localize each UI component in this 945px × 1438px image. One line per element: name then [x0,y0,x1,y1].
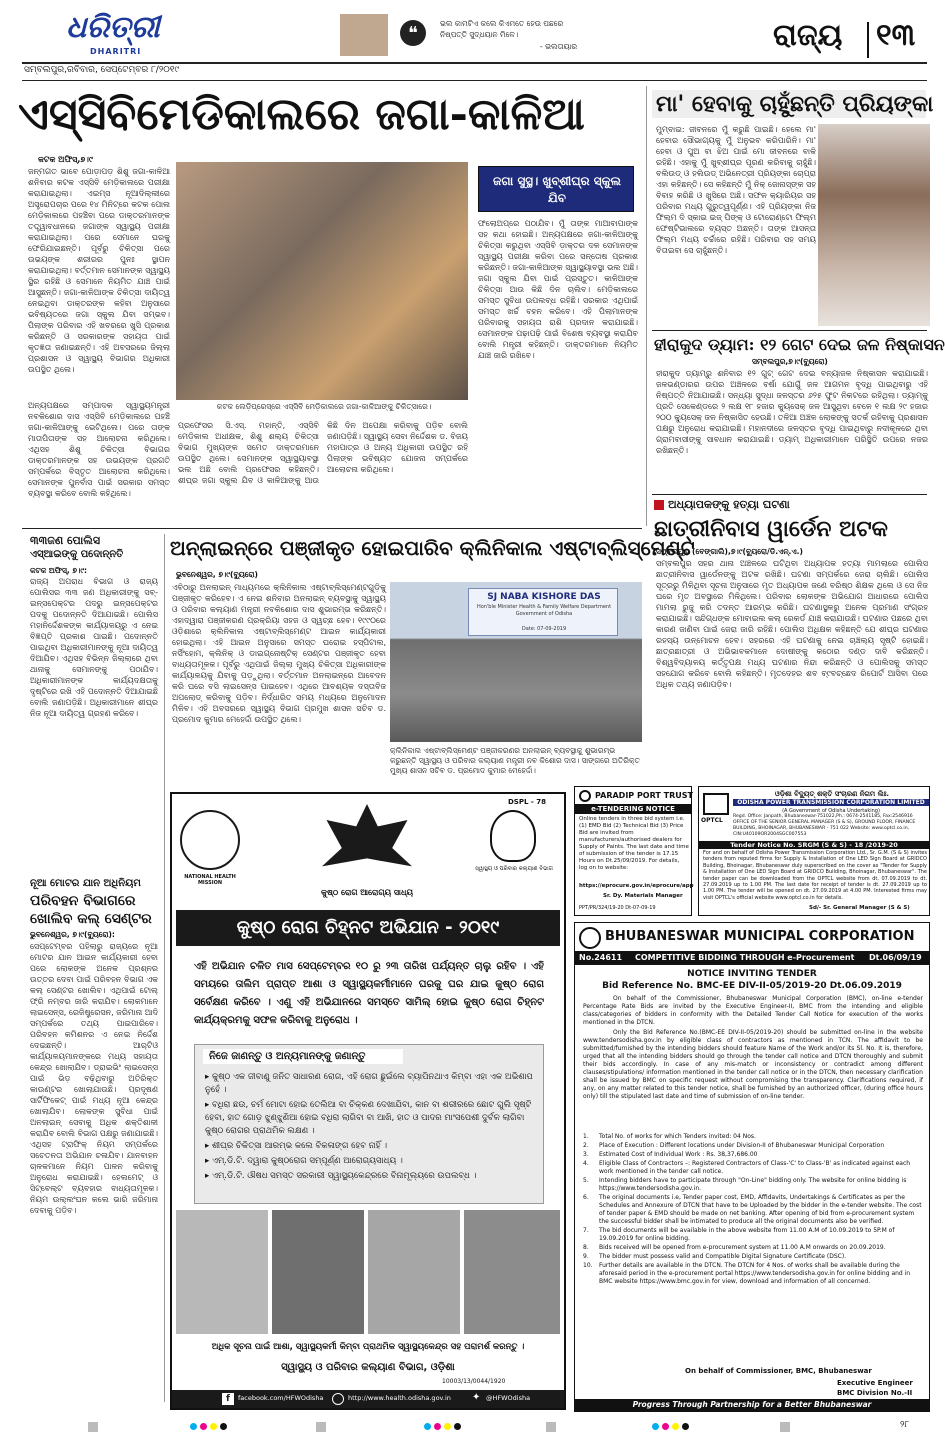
paradip-sign: Sr. Dy. Materials Manager [603,893,683,899]
bmc-item-text: The bid documents will be available in the above website from 11.00 A.M of 10.09.2019 to 5P.M of 19.09.2019 for online bidding. [599,1227,895,1242]
hirakud-headline: ହୀରାକୁଦ ଡ୍ୟାମ: ୧୨ ଗେଟ ଦେଇ ଜଳ ନିଷ୍କାସନ [654,335,945,354]
bmc-title: BHUBANESWAR MUNICIPAL CORPORATION [605,929,915,944]
masthead-quote: ଭଲ କାମଟିଏ କଲେ କିଏମତେ ହେଉ ପଛରେ ନିଷ୍ପତ୍ତି ସୁଦ୍ଧୟାନ ମିଳେ। [440,19,564,39]
leprosy-bullet-text: କୁଷ୍ଠ ଏକ ଜୀବାଣୁ ଜନିତ ସାଧାରଣ ରୋଗ, ଏହି ରୋଗ ଛୁଇଁଲେ ବ୍ୟାପିନଥାଏ କିମ୍ବା ଏହା ଏକ ଅଭିଶାପ ନୁହେଁ । [205,1072,533,1095]
optcl-subtitle: (A Government of Odisha Undertaking) [782,808,880,814]
bmc-item: 8. Bids received will be opened from e-procurement system at 11.00 A.M onwards on 20.09.2019. [583,1244,886,1251]
bmc-item-text: Eligible Class of Contractors –: Registered Contractors of Class-'C' to Class-'B' as indicated against each work mentioned in the tender call notice. [599,1160,911,1175]
portrait-photo [340,14,388,56]
warden-kicker: ଅଧ୍ୟାପକଙ୍କୁ ହତ୍ୟା ଘଟଣା [668,498,790,511]
leprosy-bullet [205,1140,539,1153]
bmc-item: 3. Estimated Cost of Individual Work : Rs. 38,37,686.00 [583,1151,758,1158]
bmc-footer: Progress Through Partnership for a Better Bhubaneswar [632,1400,872,1409]
bmc-bar-text: COMPETITIVE BIDDING THROUGH e-Procurement [635,953,855,962]
cmyk-dot-k [454,1423,461,1430]
leprosy-photo-2 [272,1210,364,1334]
gray-swatch [780,1422,790,1432]
column-divider [646,86,647,526]
leprosy-photo-1 [176,1210,268,1334]
nhm-logo [180,810,240,870]
bullet-icon: ▸ [205,1100,212,1110]
hirakud-rule [652,330,927,331]
bmc-para-2: Only the Bid Reference No.(BMC-EE DIV-II-05/2019-20) should be submitted on-line in the website www.tendersodisha.gov.in by eligible class of contractors as mentioned in TCN. The affidavit to be submitted/furnished by the intending bidders should feature Name of the Work and/or its Sl. No. It is, therefore, urged that all the intending bidders should go through the tender call notice and DTCN thoroughly and submit their bids accordingly. In case of any mis-match or inconsistency or contradict among different clauses/stipulations/ information mentioned in the tender call notice or in the DTCN, then necessary clarification shall be issued by BMC on specific request without compromising the transparency. Clarifications required, if any, on any matter related to this tender notice, shall be furnished by an authorized officer, (during office hours only) till the stipulated last date and time of submission of on-line tender. [583,1029,923,1100]
optcl-logo-icon [703,793,729,815]
leprosy-footer-line: ଅଧିକ ସୂଚନା ପାଇଁ ଆଶା, ସ୍ୱାସ୍ଥ୍ୟକର୍ମୀ କିମ୍ବା ପ୍ରାଥମିକ ସ୍ୱାସ୍ଥ୍ୟକେନ୍ଦ୍ର ସହ ପରାମର୍ଶ କରନ୍ତୁ । [211,1342,525,1352]
lead-bottom-column: ଅନ୍ୟପକ୍ଷରେ ସମ୍ପାଦକ ସ୍ୱାସ୍ଥ୍ୟମନ୍ତ୍ରୀ ନବକିଶୋର ଦାସ ଏସ୍‌ସିବି ମେଡ଼ିକାଲରେ ପହଞ୍ଚି ଜଗା-କାଳିଆଙ୍କୁ ଭେଟିଥିଲେ। ପରେ ତାଙ୍କ ମାତାପିତାଙ୍କ ସହ ଆଲୋଚନା କରିଥିଲେ। ଏଥିସହ ଶିଶୁ ଚିକିତ୍ସା ବିଭାଗର ଡାକ୍ତରମାନଙ୍କ ସହ ଉଭୟଙ୍କ ପ୍ରଗତି ସମ୍ପର୍କରେ ବିସ୍ତୃତ ଆଲୋଚନା କରିଥିଲେ। ସେମାନଙ୍କ ପୁନର୍ବାସ ପାଇଁ ସରକାର ସମସ୍ତ ବ୍ୟବସ୍ଥା କରିବେ ବୋଲି କହିଥିଲେ। [28,401,170,498]
paradip-ref: PPT/PR/324/19-20 Dt-07-09-19 [579,905,656,911]
bmc-item: 4. Eligible Class of Contractors –: Registered Contractors of Class-'C' to Class-'B' as indicated against each work mentioned in the tender call notice. [583,1160,923,1176]
optcl-sign: Sd/- Sr. General Manager (S & S) [809,905,910,911]
social-web[interactable]: http://www.health.odisha.gov.in [348,1394,451,1402]
clinic-banner-date: Date: 07-09-2019 [521,626,567,632]
courier-text: ସେପ୍ଟେମ୍ବର ପହିଲାରୁ ରାଜ୍ୟରେ ନୂଆ ମୋଟର ଯାନ ଆଇନ କାର୍ଯ୍ୟକାରୀ ହେବା ପରେ ଲୋକଙ୍କ ଅନେକ ପ୍ରଶ୍ନର ଉତ୍ତର ଦେବା ପାଇଁ ପରିବହନ ବିଭାଗ ଏକ କଲ୍‌ ସେଣ୍ଟର ଖୋଲିବ। ଏଥିପାଇଁ ଟୋଲ୍‌ ଫ୍ରି ନମ୍ବର ଜାରି କରାଯିବ। ଲୋକମାନେ ଲାଇସେନ୍ସ, ରେଜିଷ୍ଟ୍ରେସନ, ଜରିମାନା ଆଦି ସମ୍ପର୍କରେ ତଥ୍ୟ ପାଇପାରିବେ। ପରିବହନ କମିଶନର ଏ ନେଇ ନିର୍ଦ୍ଦେଶ ଦେଇଛନ୍ତି। ଆର୍‌ଟିଓ କାର୍ଯ୍ୟାଳୟମାନଙ୍କରେ ମଧ୍ୟ ସହାୟତା କେନ୍ଦ୍ର ଖୋଲାଯିବ। ଡ୍ରାଇଭିଂ ଲାଇସେନ୍ସ ପାଇଁ ଭିଡ଼ ବଢ଼ିଥିବାରୁ ଅତିରିକ୍ତ କାଉଣ୍ଟର ଖୋଲାଯାଉଛି। ପ୍ରଦୂଷଣ ସାର୍ଟିଫିକେଟ୍‌ ପାଇଁ ମଧ୍ୟ ନୂଆ କେନ୍ଦ୍ର ଖୋଲାଯିବ। ଲୋକଙ୍କ ସୁବିଧା ପାଇଁ ଅନଲାଇନ୍‌ ସେବାକୁ ଅଧିକ ଶକ୍ତିଶାଳୀ କରାଯିବ ବୋଲି ବିଭାଗ ପକ୍ଷରୁ ଜଣାଯାଇଛି। ଏଥିସହ ଟ୍ରାଫିକ୍‌ ନିୟମ ସମ୍ପର୍କରେ ସଚେତନତା ଅଭିଯାନ ଚଳାଯିବ। ଯାନବାହନ ଚାଳକମାନେ ନିୟମ ପାଳନ କରିବାକୁ ଅନୁରୋଧ କରାଯାଇଛି। ହେଲମେଟ୍‌ ଓ ସିଟ୍‌ବେଲ୍ଟ ବ୍ୟବହାର ବାଧ୍ୟତାମୂଳକ। ନିୟମ ଉଲ୍ଲଂଘନ କଲେ ଭାରି ଜରିମାନା ଦେବାକୁ ପଡ଼ିବ। [30,942,158,1215]
masthead-quote-author: - ଭଲତାୟାର [540,42,578,51]
courier-dateline: ଭୁବନେଶ୍ୱର, ୭।୯(ବ୍ୟୁରୋ): [30,930,115,939]
bullet-icon: ▸ [205,1156,212,1166]
lead-column-1: ଜନ୍ମଗତ ଭାବେ ପୋଡ଼ାପଡ଼ ଶିଶୁ ଜଗା-କାଳିଆ ଶନିବାର କଟକ ଏସ୍‌ସିବି ମେଡ଼ିକାଲରେ ପରୀକ୍ଷା କରାଯାଇଥିଲା। ଏଇମ୍ସ ନୂଆଦିଲ୍ଲୀରେ ଅସ୍ତ୍ରୋପଚାର ପରେ ୧୪ ମିନିଟ୍‌ରେ କଟକ ପୋଲ ମେଡ଼ିକାଲରେ ପହଞ୍ଚିବା ପରେ ଡାକ୍ତରମାନଙ୍କ ତତ୍ତ୍ୱାବଧାନରେ ଜଗାଙ୍କ ସ୍ୱାସ୍ଥ୍ୟ ପରୀକ୍ଷା କରାଯାଇଥିଲା। ପରେ ସେମାନେ ଘରକୁ ଫେରିଯାଇଛନ୍ତି। ପୂର୍ବରୁ ଚିକିତ୍ସା ପରେ ଉଭୟଙ୍କ ଶରୀରର ପୁନଃ ସ୍ଥାପନ କରାଯାଇଥିଲା। ବର୍ତ୍ତମାନ ସେମାନଙ୍କ ସ୍ୱାସ୍ଥ୍ୟ ସ୍ଥିର ରହିଛି ଓ ସେମାନେ ନିୟମିତ ଯାଞ୍ଚ ପାଇଁ ଆସୁଛନ୍ତି। ଜଗା-କାଳିଆଙ୍କ ଚିକିତ୍ସା ଦାୟିତ୍ୱ ନେଇଥିବା ଡାକ୍ତରଙ୍କ କହିବା ଅନୁସାରେ ଭବିଷ୍ୟତରେ ଜଗା ସ୍କୁଲ ଯିବା ସମ୍ଭବ। ପିଲାଙ୍କ ପରିବାର ଏହି ଖବରରେ ଖୁସି ପ୍ରକାଶ କରିଛନ୍ତି ଓ ସରକାରଙ୍କ ସହାୟତା ପାଇଁ କୃତଜ୍ଞତା ଜଣାଇଛନ୍ତି। ଏହି ଅବସରରେ ଜିଲ୍ଲା ପ୍ରଶାସନ ଓ ସ୍ୱାସ୍ଥ୍ୟ ବିଭାଗର ଅଧିକାରୀ ଉପସ୍ଥିତ ଥିଲେ। [28,167,170,374]
page-footer-number: ୨୮ [900,1420,910,1430]
twitter-icon: ✦ [472,1392,481,1403]
leprosy-ref: 10003/13/0044/1920 [442,1378,506,1385]
leprosy-photo-3 [368,1210,460,1334]
clinic-banner-sub: Hon'ble Minister Health & Family Welfare Department Government of Odisha [476,604,612,617]
clinic-dateline: ଭୁବନେଶ୍ୱର, ୭।୯(ବ୍ୟୁରୋ) [176,570,258,579]
bmc-item: 9. The bidder must possess valid and Compatible Digital Signature Certificate (DSC). [583,1253,847,1260]
cmyk-dot-m [434,1423,441,1430]
leprosy-social-bar [172,1390,564,1408]
leprosy-banner-text: କୁଷ୍ଠ ରୋଗ ଚିହ୍ନଟ ଅଭିଯାନ - ୨୦୧୯ [236,917,500,938]
cmyk-dot-c [652,1423,659,1430]
paradip-subtitle: e-TENDERING NOTICE [575,804,691,814]
masthead-rule-bottom [22,80,927,81]
gray-swatch [316,1422,326,1432]
cmyk-dot-y [444,1423,451,1430]
lead-sidebar-box [478,166,634,212]
lead-photo [176,162,468,400]
lead-bottom-rule [22,528,642,529]
optcl-notice-no: Tender Notice No. SRGM (S & S) - 18 /2019-20 [699,841,929,849]
bmc-behalf: On behalf of Commissioner, BMC, Bhubaneswar [685,1367,872,1375]
leprosy-bullet [205,1071,539,1097]
bmc-footer-bar [575,1399,929,1411]
bmc-item: 10. Further details are available in the DTCN. The DTCN for 4 Nos. of works shall be available during the aforesaid period in the e-procurement portal https://www.tendersodisha.gov.in for online bidding and in BMC website https://www.bmc.gov.in for view, download and information of all concerned. [583,1262,923,1286]
lead-photo-caption: କଟକ ଲେଡ଼ିପ୍ରେସ୍‌ରେ ଏସ୍‌ସିବି ମେଡ଼ିକାଲରେ ଜଗା-କାଳିଆଙ୍କୁ ଚିକିତ୍ସାରେ। [216,402,432,411]
warden-text: ସମ୍ବଲପୁର ସହର ଥାନା ଅଞ୍ଚଳରେ ଘଟିଥିବା ଅଧ୍ୟାପକ ହତ୍ୟା ମାମଲାରେ ପୋଲିସ ଛାତ୍ରୀନିବାସ ୱାର୍ଡେନଙ୍କୁ ଅଟକ ରଖିଛି। ଘଟଣା ସମ୍ପର୍କରେ ଜେରା ଚାଲିଛି। ପୋଲିସ ସୂତ୍ରରୁ ମିଳିଥିବା ସୂଚନା ଅନୁସାରେ ମୃତ ଅଧ୍ୟାପକ ଜଣେ ବରିଷ୍ଠ ଶିକ୍ଷକ ଥିଲେ ଓ ସେ ନିଜ ଘରେ ମୃତ ଅବସ୍ଥାରେ ମିଳିଥିଲେ। ପରିବାର ଲୋକଙ୍କ ଅଭିଯୋଗ ଆଧାରରେ ପୋଲିସ ମାମଲା ରୁଜୁ କରି ତଦନ୍ତ ଆରମ୍ଭ କରିଛି। ଘଟଣାସ୍ଥଳରୁ ଅନେକ ପ୍ରମାଣ ସଂଗ୍ରହ କରାଯାଇଛି। ସନ୍ଦିଗ୍ଧଙ୍କ ମୋବାଇଲ କଲ୍‌ ରେକର୍ଡ ଯାଞ୍ଚ କରାଯାଉଛି। ଘଟଣାର ପଛରେ ଥିବା କାରଣ ଜାଣିବା ପାଇଁ ଜେରା ଜାରି ରହିଛି। ପୋଲିସ ଅଧିକ୍ଷକ କହିଛନ୍ତି ଯେ ଶୀଘ୍ର ଘଟଣାର ରହସ୍ୟ ଉନ୍ମୋଚନ ହେବ। ସହରରେ ଏହି ଘଟଣାକୁ ନେଇ ଚାଞ୍ଚଲ୍ୟ ସୃଷ୍ଟି ହୋଇଛି। ଛାତ୍ରଛାତ୍ରୀ ଓ ଅଭିଭାବକମାନେ ଦୋଷୀଙ୍କୁ କଠୋର ଦଣ୍ଡ ଦାବି କରିଛନ୍ତି। ବିଶ୍ୱବିଦ୍ୟାଳୟ କର୍ତ୍ତୃପକ୍ଷ ମଧ୍ୟ ଘଟଣାର ନିନ୍ଦା କରିଛନ୍ତି ଓ ପୋଲିସକୁ ସମସ୍ତ ସହଯୋଗ କରିବେ ବୋଲି କହିଛନ୍ତି। ମୃତଦେହର ଶବ ବ୍୯ବଚ୍ଛେଦ ରିପୋର୍ଟ ଆସିବା ପରେ ଅଧିକ ତଥ୍ୟ ଜଣାପଡ଼ିବ। [656,559,928,689]
masthead [0,0,945,82]
police-text: ରାଜ୍ୟ ଅପରାଧ ବିଭାଗ ଓ ରାଜ୍ୟ ପୋଲିସର ୩୩ ଜଣ ଅଧିକାରୀଙ୍କୁ ସବ୍‌-ଇନ୍‌ସପେକ୍ଟର ପଦରୁ ଇନ୍‌ସପେକ୍ଟର ପଦକୁ ପଦୋନ୍ନତି ଦିଆଯାଇଛି। ପୋଲିସ ମହାନିର୍ଦ୍ଦେଶକଙ୍କ କାର୍ଯ୍ୟାଳୟରୁ ଏ ନେଇ ବିଜ୍ଞପ୍ତି ପ୍ରକାଶ ପାଇଛି। ପଦୋନ୍ନତି ପାଇଥିବା ଅଧିକାରୀମାନଙ୍କୁ ନୂଆ ଦାୟିତ୍ୱ ଦିଆଯିବ। ଏଥିସହ ବିଭିନ୍ନ ଜିଲ୍ଲାରେ ଥିବା ଥାନାକୁ ସେମାନଙ୍କୁ ପଠାଯିବ। ଅଧିକାରୀମାନଙ୍କ କାର୍ଯ୍ୟଦକ୍ଷତାକୁ ଦୃଷ୍ଟିରେ ରଖି ଏହି ପଦୋନ୍ନତି ଦିଆଯାଇଛି ବୋଲି ଜଣାପଡ଼ିଛି। ଅଧିକାରୀମାନେ ଶୀଘ୍ର ନିଜ ନୂଆ ଦାୟିତ୍ୱ ଗ୍ରହଣ କରିବେ। [30,577,158,718]
leprosy-bullet-text: ଶୀଘ୍ର ଚିକିତ୍ସା ଆରମ୍ଭ କଲେ ବିକଳାଙ୍ଗ ହେବ ନାହିଁ । [211,1141,388,1151]
lead-right-column: ଫଲୋଅପ୍‌ରେ ପଠାଯିବ। ମୁଁ ତାଙ୍କ ମାଆବାପାଙ୍କ ସହ କଥା ହୋଇଛି। ଅନ୍ୟପକ୍ଷରେ ଜଗା-କାଳିଆଙ୍କୁ ଚିକିତ୍ସା କରୁଥିବା ଏସ୍‌ସିବି ଡ଼ାକ୍ତର ଦଳ ସେମାନଙ୍କ ସ୍ୱାସ୍ଥ୍ୟ ପରୀକ୍ଷା କରିବା ପରେ ସନ୍ତୋଷ ପ୍ରକାଶ କରିଛନ୍ତି। ଜଗା-କାଳିଆଙ୍କ ସ୍ୱାସ୍ଥ୍ୟାବସ୍ଥା ଭଲ ଅଛି। ଜଗା ସ୍କୁଲ ଯିବା ପାଇଁ ପ୍ରସ୍ତୁତ। କାଳିଆଙ୍କ ଚିକିତ୍ସା ଆଉ କିଛି ଦିନ ଚାଲିବ। ମେଡ଼ିକାଲରେ ସମସ୍ତ ସୁବିଧା ଉପଲବ୍ଧ ରହିଛି। ସରକାର ଏଥିପାଇଁ ସମସ୍ତ ଖର୍ଚ୍ଚ ବହନ କରିବେ। ଏହି ପିଲାମାନଙ୍କ ପରିବାରକୁ ସହାୟତା ରାଶି ପ୍ରଦାନ କରାଯାଇଛି। ସେମାନଙ୍କ ପଢ଼ାପଢ଼ି ପାଇଁ ବିଶେଷ ବ୍ୟବସ୍ଥା କରାଯିବ ବୋଲି ମନ୍ତ୍ରୀ କହିଛନ୍ତି। ଡାକ୍ତରମାନେ ନିୟମିତ ଯାଞ୍ଚ ଜାରି ରଖିବେ। [478,219,638,360]
warden-headline: ଛାତ୍ରୀନିବାସ ୱାର୍ଡେନ ଅଟକ [654,516,888,542]
cmyk-dot-y [210,1423,217,1430]
leprosy-ad [170,792,566,1410]
leprosy-info-title: ନିଜେ ଜାଣନ୍ତୁ ଓ ଅନ୍ୟମାନଙ୍କୁ ଜଣାନ୍ତୁ [203,1049,403,1064]
logo: ଧରିତ୍ରୀ [66,10,160,45]
clinic-headline: ଅନ୍‌ଲାଇନ୍‌ରେ ପଞ୍ଜୀକୃତ ହୋଇପାରିବ କ୍ଲିନିକାଲ ଏଷ୍ଟାବ୍ଲିସ୍‌ମେଣ୍ଟ [170,536,695,560]
page-number: ୧୩ [876,18,916,53]
paradip-title: PARADIP PORT TRUST [595,791,693,800]
odisha-emblem-icon [490,810,536,862]
leprosy-photo-4 [464,1210,560,1334]
courier-kicker: ନୂଆ ମୋଟର ଯାନ ଅଧିନିୟମ [30,878,141,889]
left-column-divider [164,534,165,1402]
warden-rule [652,494,927,495]
bmc-item-text: Total No. of works for which Tenders invited: 04 Nos. [599,1133,756,1140]
cmyk-dot-y [672,1423,679,1430]
bmc-item-text: The original documents i.e, Tender paper cost, EMD, Affidavits, Undertakings & Certificates as per the Schedules and Annexure of DTCN that have to be Uploaded by the bidder in the e-tender website. The cost of tender paper & EMD should be made on net banking. After opening of bid from e-procurement system the successful bidder shall be intimated to produce all the original documents also be verified. [599,1194,922,1225]
police-dateline: କଟକ ଅଫିସ୍‌, ୭।୯: [30,566,88,575]
bmc-item: 2. Place of Execution : Different locations under Division-II of Bhubaneswar Municipal Corporation [583,1142,885,1149]
logo-subtitle: DHARITRI [90,47,142,56]
bmc-item-text: Intending bidders have to participate through "On-Line" bidding only. The website for online bidding is https://www.tendersodisha.gov.in. [599,1177,907,1192]
leprosy-bullet-list [205,1071,539,1185]
gray-swatch [546,1422,556,1432]
bmc-item-text: The bidder must possess valid and Compatible Digital Signature Certificate (DSC). [599,1253,847,1260]
gray-swatch [88,1422,98,1432]
social-twitter[interactable]: @HFWOdisha [486,1394,531,1402]
bmc-item: 7. The bid documents will be available in the above website from 11.00 A.M of 10.09.2019 to 5P.M of 19.09.2019 for online bidding. [583,1227,923,1243]
optcl-text: For and on behalf of Odisha Power Transmission Corporation Ltd., Sr. G.M. (S & S) invites tenders from reputed firms for Supply & Installation of One LED Sign Board at GRIDCO Building, Bhoinagar, Bhubaneswar duly superscribed on the cover as "Tender for Supply & Installation of One LED Sign Board at GRIDCO Building, Bhoinagar, Bhubaneswar". The tender paper can be downloaded from the OPTCL website from dt. 07.09.2019 to dt. 27.09.2019 up to 1.00 PM. The last date for receipt of tender is dt. 27.09.2019 up to 1.00 PM. The tender will be opened on dt. 27.09.2019 at 4.00 PM. Interested firms may visit OPTCL's official website www.optcl.co.in for details. [703,850,927,901]
masthead-rule-top [22,62,927,64]
nhm-logo-text: NATIONAL HEALTH MISSION [184,874,236,886]
bmc-item-text: Estimated Cost of Individual Work : Rs. 38,37,686.00 [599,1151,758,1158]
paradip-text: Online tenders in three bid system i.e. (1) EMD Bid (2) Technical Bid (3) Price Bid are invited from manufacturers/authorised dealers for Supply of Paints. The last date and time of submission of the tender is 17.15 Hours on Dt.25/09/2019. For details, log on to website: [579,816,689,871]
cmyk-dot-k [220,1423,227,1430]
optcl-address: Regd. Office: Janpath, Bhubaneswar-751022,Ph.: 0674-2541185, Fax:2546916 OFFICE OF THE SENIOR GENERAL MANAGER (S & S), GROUND FLOOR, FINANCE BUILDING, BHOINAGAR, BHUBANESWAR - 751 022 Website: www.optcl.co.in, CIN:U40109OR2004SGC007553 [733,814,916,837]
leprosy-info-box [194,1044,544,1204]
lead-dateline: କଟକ ଅଫିସ୍‌,୭।୯ [38,155,93,164]
leprosy-emblem-text: କୁଷ୍ଠ ରୋଗ ଆରୋଗ୍ୟ ସାଧ୍ୟ [321,888,413,897]
priyanka-photo [818,124,930,326]
bmc-sign-2: BMC Division No.-II [837,1389,913,1397]
lead-sidebar-title: ଜଗା ସୁସ୍ଥ। ଖୁବ୍‌ଶୀଘ୍ର ସ୍କୁଲ ଯିବ [493,174,621,205]
optcl-logo-text: OPTCL [701,817,723,824]
clinic-photo-banner [468,588,618,636]
section-divider [867,22,869,58]
courier-headline: ପରିବହନ ବିଭାଗରେ ଖୋଲିବ କଲ୍‌ ସେଣ୍ଟର [30,893,152,927]
bmc-sign-1: Executive Engineer [837,1379,913,1387]
warden-dateline: ସମ୍ବଲପୁର (ବେଙ୍ଗାଲି),୭।୯(ବ୍ୟୁରୋ/ଡି.ଏନ୍‌.ଏ.) [656,547,803,556]
leprosy-bullet-text: ଏମ୍.ଡି.ଟି. ଦ୍ୱାରା କୁଷ୍ଠରୋଗ ସମ୍ପୂର୍ଣ୍ଣ ଆରୋଗ୍ୟସାଧ୍ୟ । [211,1156,403,1166]
priyanka-headline: ମା' ହେବାକୁ ଚାହୁଁଛନ୍ତି ପ୍ରିୟଙ୍କା [652,90,926,118]
leprosy-bullet [205,1155,539,1168]
bmc-bid-ref: Bid Reference No. BMC-EE DIV-II-05/2019-20 Dt.06.09.2019 [602,981,902,991]
leprosy-banner [176,910,560,946]
leprosy-dept-line: ସ୍ୱାସ୍ଥ୍ୟ ଓ ପରିବାର କଲ୍ୟାଣ ବିଭାଗ, ଓଡ଼ିଶା [281,1362,455,1373]
clinic-banner-title: SJ NABA KISHORE DAS [487,592,601,602]
bmc-items [583,1133,923,1287]
leprosy-emblem-icon [322,804,412,884]
bmc-item-text: Bids received will be opened from e-procurement system at 11.00 A.M onwards on 20.09.2019. [599,1244,886,1251]
leprosy-bullet [205,1170,539,1183]
clinic-text: ଏବିଠାରୁ ଅନଲାଇନ୍‌ ମାଧ୍ୟମରେ କ୍ଲିନିକାଲ ଏଷ୍ଟାବ୍ଲିସ୍‌ମେଣ୍ଟଗୁଡ଼ିକୁ ପଞ୍ଜୀକୃତ କରିହେବ। ଏ ନେଇ ଶନିବାର ଅନଲାଇନ୍‌ ବ୍ୟବସ୍ଥାକୁ ସ୍ୱାସ୍ଥ୍ୟ ଓ ପରିବାର କଲ୍ୟାଣ ମନ୍ତ୍ରୀ ନବକିଶୋର ଦାସ ଶୁଭାରମ୍ଭ କରିଛନ୍ତି। ଏହାଦ୍ୱାରା ପଞ୍ଜୀକରଣ ପ୍ରକ୍ରିୟା ସହଜ ଓ ସ୍ୱଚ୍ଛ ହେବ। ୧୯୯୦ରେ ଓଡ଼ିଶାରେ କ୍ଲିନିକାଲ ଏଷ୍ଟାବ୍ଲିସ୍‌ମେଣ୍ଟ ଆଇନ କାର୍ଯ୍ୟକାରୀ ହୋଇଥିଲା। ଏହି ଆଇନ ଅନୁସାରେ ସମସ୍ତ ଘରୋଇ ହସ୍ପିଟାଲ, ନର୍ସିଂହୋମ, କ୍ଲିନିକ୍‌ ଓ ଡାଇଗ୍ନୋଷ୍ଟିକ୍‌ ସେଣ୍ଟର ପଞ୍ଜୀକୃତ ହେବା ବାଧ୍ୟତାମୂଳକ। ପୂର୍ବରୁ ଏଥିପାଇଁ ଜିଲ୍ଲା ମୁଖ୍ୟ ଚିକିତ୍ସା ଅଧିକାରୀଙ୍କ କାର୍ଯ୍ୟାଳୟକୁ ଯିବାକୁ ପଡ଼ୁଥିଲା। ବର୍ତ୍ତମାନ ଅନଲାଇନ୍‌ରେ ଆବେଦନ କରି ଘରେ ବସି ଲାଇସେନ୍ସ ପାଇହେବ। ଏଥିରେ ଆବଶ୍ୟକ ଦସ୍ତାବିଜ ଅପଲୋଡ୍‌ କରିବାକୁ ପଡ଼ିବ। ନିର୍ଦ୍ଧାରିତ ସମୟ ମଧ୍ୟରେ ଅନୁମୋଦନ ମିଳିବ। ଏହି ଅବସରରେ ସ୍ୱାସ୍ଥ୍ୟ ବିଭାଗ ପ୍ରମୁଖ ଶାସନ ସଚିବ ଡ. ପ୍ରମୋଦ କୁମାର ମେହେର୍ଦ୍ଦା ଉପସ୍ଥିତ ଥିଲେ। [172,583,386,724]
police-kicker: ୩୩ଜଣ ପୋଲିସ [30,534,101,547]
bullet-icon: ▸ [205,1171,212,1181]
bullet-icon: ▸ [205,1141,212,1151]
hirakud-text: ହୀରାକୁଦ ଡ୍ୟାମ୍‌ରୁ ଶନିବାର ୧୨ ଗୁଟ୍‌ ଗେଟ ଦେଇ ବନ୍ୟାଜଳ ନିଷ୍କାସନ କରାଯାଇଛି। ଜଳଭଣ୍ଡାରର ଉପର ଅଞ୍ଚଳରେ ବର୍ଷା ଯୋଗୁଁ ଜଳ ଆଗମନ ବୃଦ୍ଧି ପାଇଥିବାରୁ ଏହି ନିଷ୍ପତ୍ତି ନିଆଯାଇଛି। ସନ୍ଧ୍ୟା ସୁଦ୍ଧା ଜଳସ୍ତର ୬୨୫ ଫୁଟ ନିକଟରେ ରହିଥିଲା। ଡ୍ୟାମ୍‌କୁ ପ୍ରତି ସେକେଣ୍ଡରେ ୨ ଲକ୍ଷ ୧୮ ହଜାର କ୍ୟୁସେକ୍‌ ଜଳ ଆସୁଥିବା ବେଳେ ୧ ଲକ୍ଷ ୨୯ ହଜାର ୨୦୦ କ୍ୟୁସେକ୍‌ ଜଳ ନିଷ୍କାସିତ ହେଉଛି। ତଳିଆ ଅଞ୍ଚଳ ଲୋକଙ୍କୁ ସତର୍କ ରହିବାକୁ ପ୍ରଶାସନ ପକ୍ଷରୁ ଅନୁରୋଧ କରାଯାଇଛି। ମହାନଦୀରେ ଜଳସ୍ତର ବୃଦ୍ଧି ପାଇଥିବାରୁ ନଦୀକୂଳରେ ଥିବା ଗ୍ରାମବାସୀଙ୍କୁ ସାବଧାନ କରାଯାଇଛି। ଡ୍ୟାମ୍‌ ଅଧିକାରୀମାନେ ପରିସ୍ଥିତି ଉପରେ ନଜର ରଖିଛନ୍ତି। [656,369,928,455]
cmyk-dot-c [190,1423,197,1430]
leprosy-ad-code: DSPL - 78 [508,798,546,806]
paradip-tender [574,786,692,916]
optcl-title: ODISHA POWER TRANSMISSION CORPORATION LIMITED [733,799,929,806]
bmc-item: 6. The original documents i.e, Tender paper cost, EMD, Affidavits, Undertakings & Certificates as per the Schedules and Annexure of DTCN that have to be Uploaded by the bidder in the e-tender website. The cost of tender paper & EMD should be made on net banking. After opening of bid from e-procurement system the successful bidder shall be intimated to produce all the original documents also be verified. [583,1194,922,1225]
clinic-photo [390,582,642,742]
paradip-logo-icon [579,790,591,802]
bmc-para-1: On behalf of the Commissioner, Bhubaneswar Municipal Corporation (BMC), on-line e-tender Percentage Rate Bids are invited by the Executive Engineer-II, BMC from the intending and eligible class/categories of bidders in conformity with the Detailed Tender Call Notice for execution of the works mentioned in the DTCN. [583,995,923,1026]
facebook-icon: f [222,1393,234,1405]
paradip-url[interactable]: https://eprocure.gov.in/eprocure/app [579,883,694,889]
leprosy-bullet-text: ବଧିରା ଛଉ, ଚର୍ମ ମୋଟା ହୋଇ ତେଲିଆ ବା ଚିକ୍କଣ ଦେଖାଯିବା, କାନ ବା ଶରୀରରେ ଛୋଟ ଗୁଲି ସୃଷ୍ଟି ହେବା, ହାତ ଗୋଡ଼ ଝୁଣ୍ଝୁଣିଆ ହୋଇ ବଧିରା ଲାଗିବା ବା ଆଖି, ହାତ ଓ ପାଦର ମାଂସପେଶୀ ଦୁର୍ବଳ ଲାଗିବା କୁଷ୍ଠ ରୋଗର ପ୍ରାଥମିକ ଲକ୍ଷଣ । [205,1100,532,1136]
bmc-item: 1. Total No. of works for which Tenders invited: 04 Nos. [583,1133,756,1140]
dateline: ସମ୍ବଲପୁର,ରବିବାର, ସେପ୍ଟେମ୍ବର ୮/୨୦୧୯ [24,65,179,75]
bmc-notice-title: NOTICE INVITING TENDER [687,969,817,979]
quote-icon: ❝ [400,20,426,46]
cmyk-dot-k [682,1423,689,1430]
bmc-logo-icon [579,927,601,949]
hirakud-dateline: ସମ୍ବଲପୁର,୭।୯(ବ୍ୟୁରୋ) [752,357,828,366]
cmyk-dot-c [424,1423,431,1430]
warden-kicker-box [654,500,664,510]
leprosy-intro: ଏହି ଅଭିଯାନ ଚଳିତ ମାସ ସେପ୍ଟେମ୍ବର ୧୦ ରୁ ୨୩ ତାରିଖ ପର୍ଯ୍ୟନ୍ତ ଚାଲୁ ରହିବ । ଏହି ସମୟରେ ତାଲିମ ପ୍ରାପ୍ତ ଆଶା ଓ ସ୍ୱାସ୍ଥ୍ୟକର୍ମୀମାନେ ଘରକୁ ଘର ଯାଇ କୁଷ୍ଠ ରୋଗ ସର୍ବେକ୍ଷଣ କରିବେ । ଏଣୁ ଏହି ଅଭିଯାନରେ ସମସ୍ତେ ସାମିଲ୍ ହୋଇ କୁଷ୍ଠ ରୋଗ ଚିହ୍ନଟ କାର୍ଯ୍ୟକ୍ରମକୁ ସଫଳ କରିବାକୁ ଅନୁରୋଧ । [194,961,544,1026]
lead-middle-columns: ପ୍ରଫେସର ସି.ଏସ୍‌. ମହାନ୍ତି, ଏସ୍‌ସିବି ମେଡ଼ିକାଲ ଅଧୀକ୍ଷକ, ଶିଶୁ ଶଲ୍ୟ ଚିକିତ୍ସା ବିଭାଗ ମୁଖ୍ୟଙ୍କ ସମେତ ଡାକ୍ତରମାନେ ଉପସ୍ଥିତ ଥିଲେ। ସେମାନଙ୍କ ସ୍ୱାସ୍ଥ୍ୟାବସ୍ଥା ଭଲ ଅଛି ବୋଲି ପ୍ରଫେସର କହିଛନ୍ତି। ଶୀଘ୍ର ଜଗା ସ୍କୁଲ ଯିବ ଓ କାଳିଆଙ୍କୁ ଆଉ କିଛି ଦିନ ଅପେକ୍ଷା କରିବାକୁ ପଡ଼ିବ ବୋଲି ଜଣାପଡ଼ିଛି। ସ୍ୱାସ୍ଥ୍ୟ ସେବା ନିର୍ଦ୍ଦେଶକ ଡ. ବିଜୟ ମହାପାତ୍ର ଓ ଅନ୍ୟ ଅଧିକାରୀ ଉପସ୍ଥିତ ରହି ପିଲାଙ୍କ ଭବିଷ୍ୟତ ଯୋଜନା ସମ୍ପର୍କରେ ଆଲୋଚନା କରିଥିଲେ। [178,421,468,485]
bullet-icon: ▸ [205,1072,212,1082]
bmc-bar-date: Dt.06/09/19 [869,953,922,962]
registration-marks [0,1416,945,1438]
cmyk-dot-m [200,1423,207,1430]
optcl-title-odia: ଓଡ଼ିଶା ବିଦ୍ୟୁତ୍ ଶକ୍ତି ସଂଚାରଣ ନିଗମ ଲିଃ. [774,790,890,798]
bmc-item: 5. Intending bidders have to participate through "On-Line" bidding only. The website for online bidding is https://www.tendersodisha.gov.in. [583,1177,923,1193]
bmc-item-text: Further details are available in the DTCN. The DTCN for 4 Nos. of works shall be available during the aforesaid period in the e-procurement portal https://www.tendersodisha.gov.in for online bidding and in BMC website https://www.bmc.gov.in for view, download and information of all concerned. [599,1262,911,1285]
web-icon [332,1393,344,1405]
social-facebook[interactable]: facebook.com/HFWOdisha [238,1394,324,1402]
police-headline: ଏସ୍‌ଆଇଙ୍କୁ ପଦୋନ୍ନତି [30,549,124,560]
leprosy-bullet [205,1099,539,1138]
optcl-tender [698,786,930,916]
cmyk-dot-m [662,1423,669,1430]
bmc-item-text: Place of Execution : Different locations under Division-II of Bhubaneswar Municipal Corporation [599,1142,885,1149]
health-dept-logo-text: ସ୍ୱାସ୍ଥ୍ୟ ଓ ପରିବାର କଲ୍ୟାଣ ବିଭାଗ [475,866,553,872]
bmc-tender [574,922,930,1412]
leprosy-bullet-text: ଏମ୍.ଡି.ଟି. ଔଷଧ ସମସ୍ତ ସରକାରୀ ସ୍ୱାସ୍ଥ୍ୟକେନ୍ଦ୍ରରେ ବିନାମୂଲ୍ୟରେ ଉପଲବ୍ଧ । [211,1171,477,1181]
clinic-photo-caption: କ୍ଲିନିକାଲ ଏଷ୍ଟାବ୍ଲିସ୍‌ମେଣ୍ଟ ପଞ୍ଜୀକରଣର ଅନଲାଇନ୍‌ ବ୍ୟବସ୍ଥାକୁ ଶୁଭାରମ୍ଭ କରୁଛନ୍ତି ସ୍ୱାସ୍ଥ୍ୟ ଓ ପରିବାର କଲ୍ୟାଣ ମନ୍ତ୍ରୀ ନବ କିଶୋର ଦାସ। ସାଙ୍ଗରେ ଅତିରିକ୍ତ ମୁଖ୍ୟ ଶାସନ ସଚିବ ଡ. ପ୍ରମୋଦ କୁମାର ମେହେର୍ଦ୍ଦା। [390,746,640,775]
bmc-bar [575,951,929,965]
bmc-number: No.24611 [579,953,623,962]
section-name: ରାଜ୍ୟ [773,18,843,53]
lead-headline: ଏସ୍‌ସିବିମେଡିକାଲରେ ଜଗା-କାଳିଆ [18,89,585,140]
priyanka-text: ମୁମ୍ବାଇ: ଜୀବନରେ ମୁଁ କରୁଛି ପାଇଛି। ହେଲେ ମା' ହେବାର ସୌଭାଗ୍ୟକୁ ମୁଁ ଅନୁଭବ କରିପାରିନି। ମା' ହେବା ଓ ପୁଅ ବା ଝିଅ ପାଇଁ ମୋ ଜୀବନରେ ବାକି ରହିଛି। ଏହାକୁ ମୁଁ ଖୁବ୍‌ଶୀଘ୍ର ପୂରଣ କରିବାକୁ ଚାହୁଁଛି। ବଲିଉଡ୍‌ ଓ ହଲିଉଡ୍‌ ଅଭିନେତ୍ରୀ ପ୍ରିୟଙ୍କା ଚୋପ୍ରା ଏହା କହିଛନ୍ତି। ସେ କହିଛନ୍ତି ମୁଁ ନିକ୍‌ ଜୋନାସ୍‌ଙ୍କ ସହ ବିବାହ କରିଛି ଓ ଖୁସିରେ ଅଛି। ସଫଳ କ୍ୟାରିୟର ସହ ପରିବାର ମଧ୍ୟ ଗୁରୁତ୍ୱପୂର୍ଣ୍ଣ। ଏହି ପ୍ରିୟଙ୍କା ନିଜ ଫିଲ୍ମ ଦି ସ୍କାଇ ଇଜ୍‌ ପିଙ୍କ୍‌ ଓ ଟୋରୋଣ୍ଟୋ ଫିଲ୍ମ ଫେଷ୍ଟିଭାଲରେ ବ୍ୟସ୍ତ ଅଛନ୍ତି। ତାଙ୍କ ଆସନ୍ତା ଫିଲ୍ମ ମଧ୍ୟ ଚର୍ଚ୍ଚାରେ ରହିଛି। ପରିବାର ସହ ସମୟ ବିତାଇବା ସେ ଚାହୁଁଛନ୍ତି। [656,125,816,255]
